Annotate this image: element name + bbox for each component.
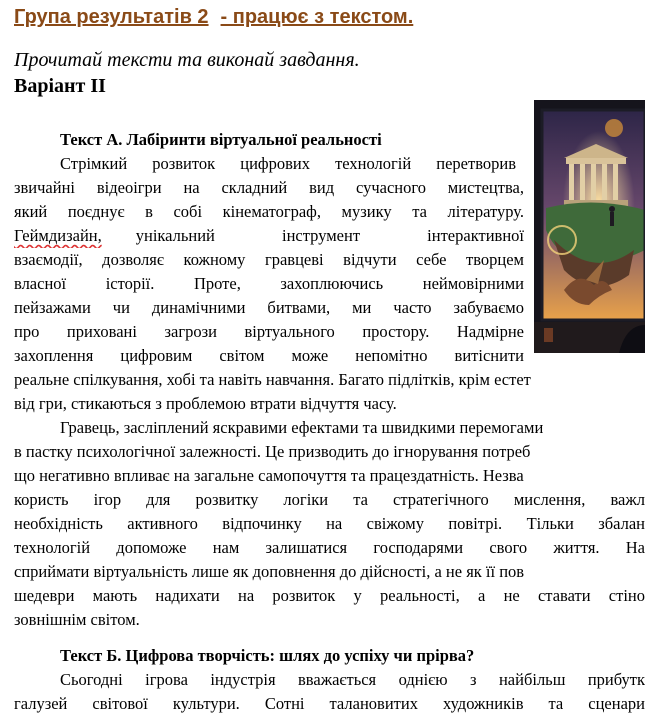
text-a-title: Текст А. Лабіринти віртуальної реальності	[60, 130, 382, 149]
text-a-line: пейзажами чи динамічними битвами, ми часто забуваємо	[14, 298, 524, 317]
text-a-line: технологій допоможе нам залишатися господарями свого життя. На	[14, 538, 645, 557]
text-a-line: що негативно впливає на загальне самопочуття та працездатність. Незва	[14, 466, 524, 485]
text-a-line: необхідність активного відпочинку на свіжому повітрі. Тільки збалан	[14, 514, 645, 533]
instruction-text: Прочитай тексти та виконай завдання.	[14, 49, 360, 71]
text-b-line: Сьогодні ігрова індустрія вважається однією з найбільш прибутк	[60, 670, 645, 689]
text-a-line: зовнішнім світом.	[14, 610, 140, 629]
text-a-line: власної історії. Проте, захоплюючись неймовірними	[14, 274, 524, 293]
text-a-line: звичайні відеоігри на складний вид сучасного мистецтва,	[14, 178, 524, 197]
text-a-line: Гравець, засліплений яскравими ефектами та швидкими перемогами	[60, 418, 544, 437]
variant-label: Варіант ІІ	[14, 75, 106, 97]
text-a-line: взаємодії, дозволяє кожному гравцеві відчути себе творцем	[14, 250, 524, 269]
text-a-line: від гри, стикаються з проблемою втрати відчуття часу.	[14, 394, 397, 413]
text-a-line: користь ігор для розвитку логіки та стратегічного мислення, важл	[14, 490, 645, 509]
text-a-line: в пастку психологічної залежності. Це призводить до ігнорування потреб	[14, 442, 531, 461]
text-b-line: галузей світової культури. Сотні талановитих художників та сценари	[14, 694, 645, 713]
misspelled-word: Геймдизайн,	[14, 226, 102, 245]
text-a-line: шедеври мають надихати на розвиток у реальності, а не ставати стіно	[14, 586, 645, 605]
text-a-line: про приховані загрози віртуального простору. Надмірне	[14, 322, 524, 341]
text-a-line: Стрімкий розвиток цифрових технологій перетворив	[60, 154, 516, 173]
text-a-line	[14, 224, 524, 248]
text-b-title: Текст Б. Цифрова творчість: шлях до успіху чи прірва?	[60, 646, 475, 665]
text-a-line: сприймати віртуальність лише як доповнення до дійсності, а не як її пов	[14, 562, 525, 581]
text-a-line: захоплення цифровим світом може непомітно витіснити	[14, 346, 524, 365]
text-a-line: який поєднує в собі кінематограф, музику та літературу.	[14, 202, 524, 221]
header-group-label: Група результатів 2	[14, 6, 209, 28]
text-a-line: реальне спілкування, хобі та навіть навчання. Багато підлітків, крім естет	[14, 370, 531, 389]
header-task-label: - працює з текстом.	[220, 6, 414, 28]
result-group-header	[14, 6, 413, 29]
text-a-line-rest: унікальний інструмент інтерактивної	[135, 226, 524, 245]
